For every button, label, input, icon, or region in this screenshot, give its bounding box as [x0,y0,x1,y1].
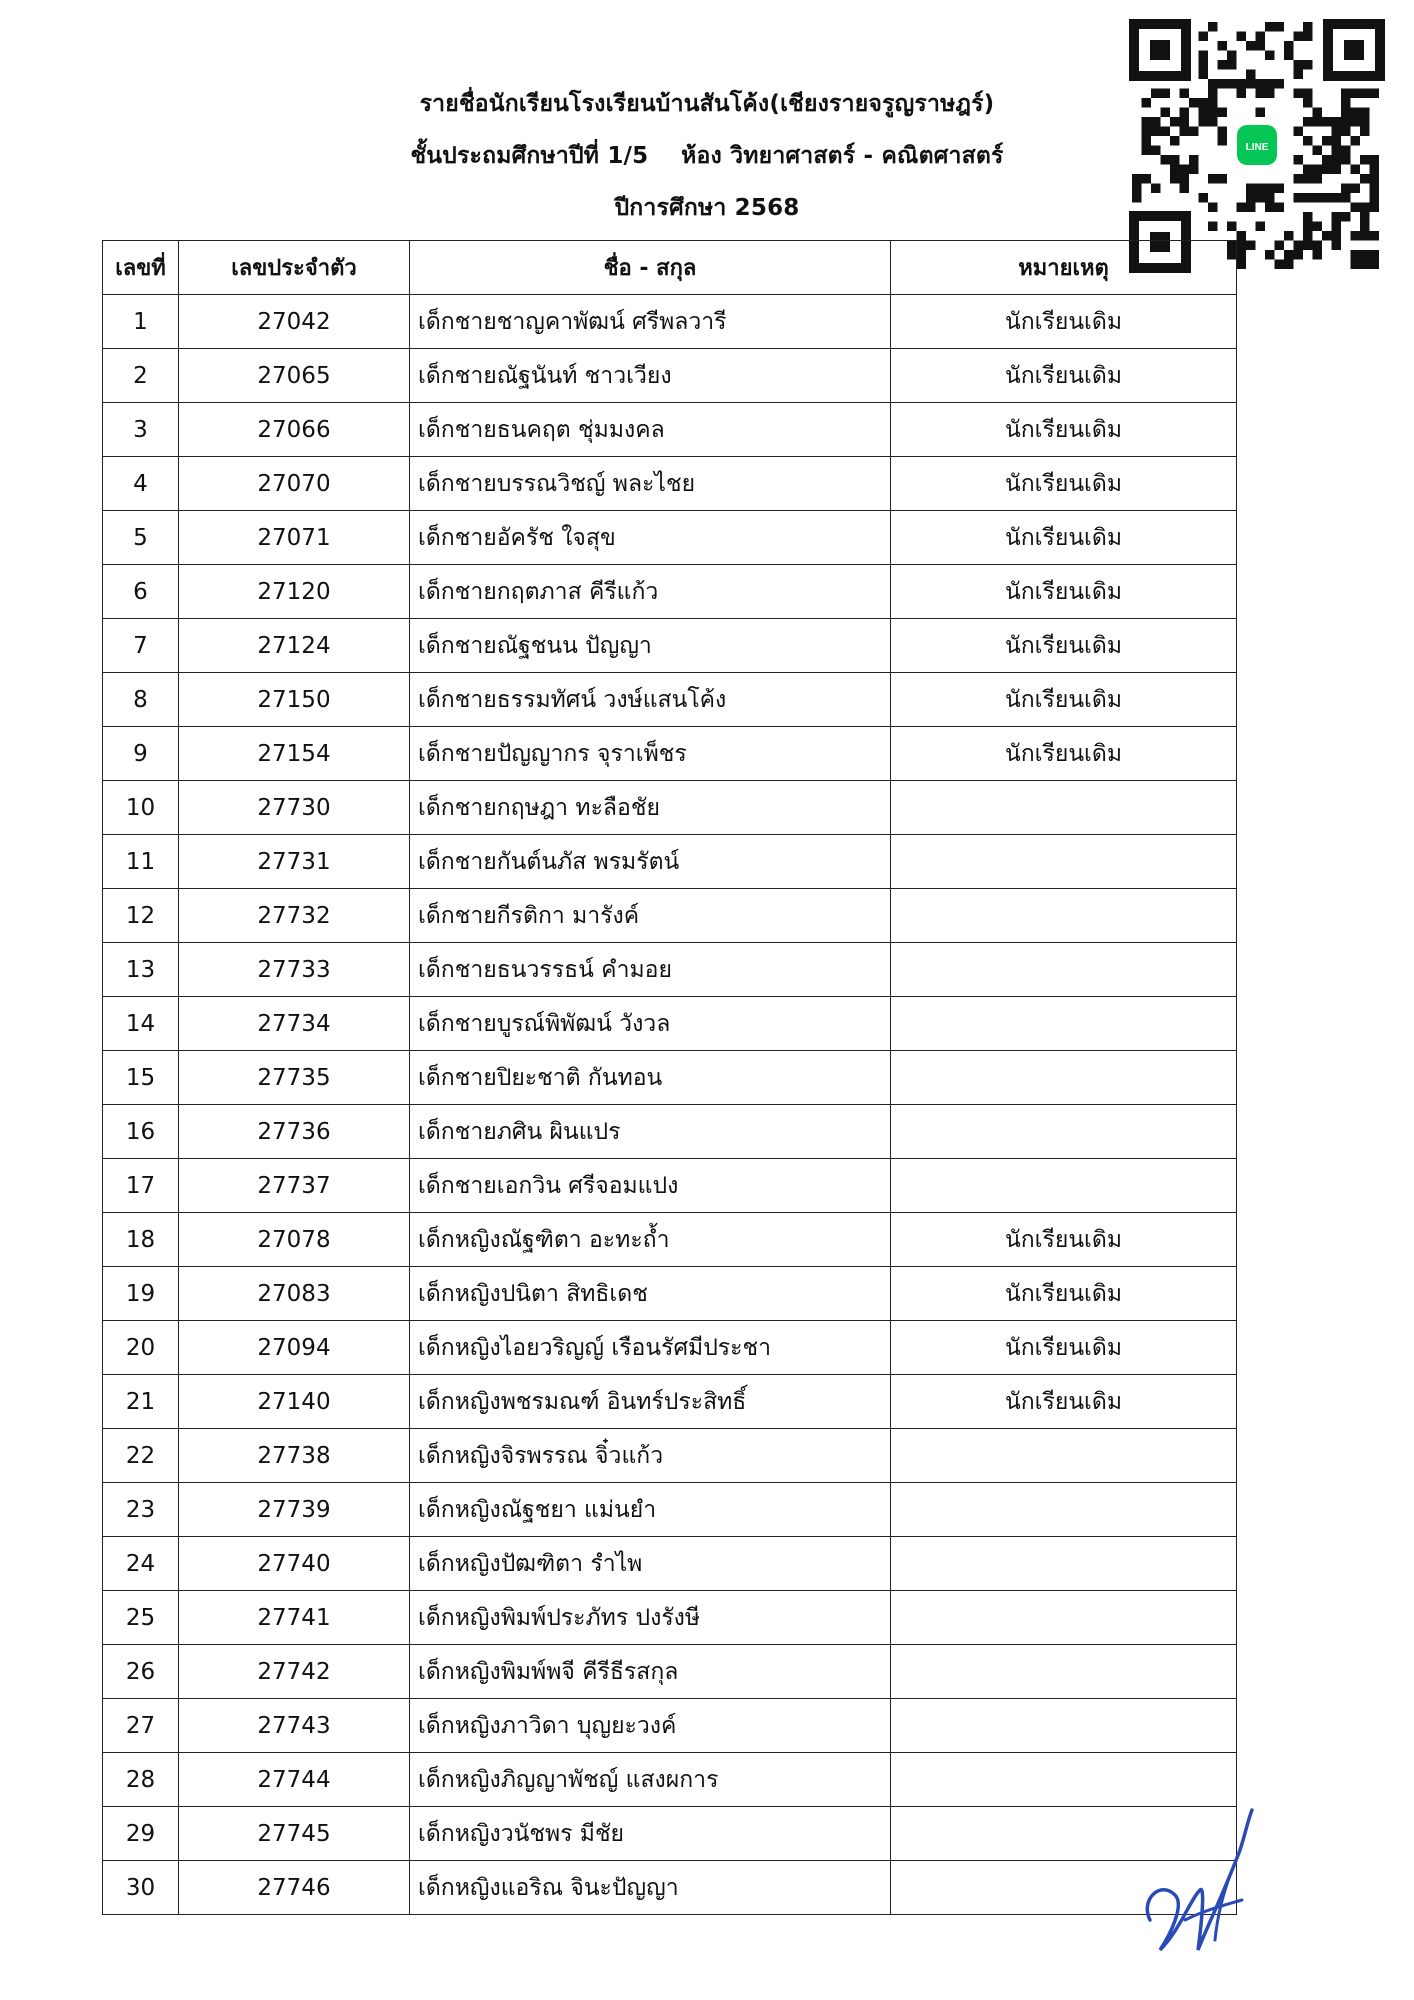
cell-remark: นักเรียนเดิม [891,349,1237,403]
cell-student-name: เด็กหญิงภาวิดา บุญยะวงค์ [410,1699,891,1753]
cell-student-id: 27744 [179,1753,410,1807]
table-row [103,727,1237,781]
table-row [103,1159,1237,1213]
cell-student-id: 27042 [179,295,410,349]
cell-number: 20 [103,1321,179,1375]
cell-student-name: เด็กชายบูรณ์พิพัฒน์ วังวล [410,997,891,1051]
table-row [103,619,1237,673]
title-class: ชั้นประถมศึกษาปีที่ 1/5 ห้อง วิทยาศาสตร์ - คณิตศาสตร์ [410,143,1004,169]
student-roster-table [102,240,1237,1915]
cell-remark [891,997,1237,1051]
cell-number: 2 [103,349,179,403]
cell-student-name: เด็กชายกีรติกา มารังค์ [410,889,891,943]
cell-student-name: เด็กชายธนคฤต ชุ่มมงคล [410,403,891,457]
cell-number: 8 [103,673,179,727]
cell-remark [891,943,1237,997]
cell-number: 1 [103,295,179,349]
cell-number: 11 [103,835,179,889]
cell-number: 21 [103,1375,179,1429]
cell-remark [891,1753,1237,1807]
cell-number: 26 [103,1645,179,1699]
cell-remark [891,1051,1237,1105]
cell-remark: นักเรียนเดิม [891,403,1237,457]
column-header-number: เลขที่ [103,241,179,295]
cell-remark: นักเรียนเดิม [891,1267,1237,1321]
table-row [103,781,1237,835]
cell-number: 18 [103,1213,179,1267]
table-row [103,835,1237,889]
cell-remark: นักเรียนเดิม [891,1375,1237,1429]
table-row [103,1321,1237,1375]
cell-number: 24 [103,1537,179,1591]
cell-student-name: เด็กหญิงณัฐฑิตา อะทะถ้ำ [410,1213,891,1267]
cell-student-id: 27730 [179,781,410,835]
cell-remark: นักเรียนเดิม [891,295,1237,349]
cell-student-id: 27746 [179,1861,410,1915]
cell-number: 29 [103,1807,179,1861]
cell-number: 16 [103,1105,179,1159]
cell-number: 4 [103,457,179,511]
cell-remark: นักเรียนเดิม [891,1213,1237,1267]
cell-number: 30 [103,1861,179,1915]
table-row [103,997,1237,1051]
cell-student-id: 27124 [179,619,410,673]
cell-number: 23 [103,1483,179,1537]
table-row [103,349,1237,403]
cell-remark: นักเรียนเดิม [891,727,1237,781]
table-row [103,1537,1237,1591]
cell-student-name: เด็กหญิงพชรมณฑ์ อินทร์ประสิทธิ์ [410,1375,891,1429]
cell-student-name: เด็กหญิงวนัชพร มีชัย [410,1807,891,1861]
cell-remark [891,1537,1237,1591]
cell-student-id: 27150 [179,673,410,727]
cell-number: 12 [103,889,179,943]
cell-number: 6 [103,565,179,619]
cell-student-name: เด็กหญิงจิรพรรณ จิ๋วแก้ว [410,1429,891,1483]
cell-student-id: 27735 [179,1051,410,1105]
cell-remark: นักเรียนเดิม [891,1321,1237,1375]
cell-remark: นักเรียนเดิม [891,673,1237,727]
cell-student-name: เด็กหญิงภิญญาพัชญ์ แสงผการ [410,1753,891,1807]
table-row [103,943,1237,997]
table-row [103,403,1237,457]
cell-student-name: เด็กหญิงปัฒฑิตา รำไพ [410,1537,891,1591]
cell-remark: นักเรียนเดิม [891,457,1237,511]
svg-text:LINE: LINE [1245,142,1269,153]
cell-student-name: เด็กชายกฤษฎา ทะลือชัย [410,781,891,835]
cell-number: 19 [103,1267,179,1321]
cell-student-id: 27741 [179,1591,410,1645]
table-row [103,1861,1237,1915]
table-row [103,295,1237,349]
cell-student-name: เด็กชายอัครัช ใจสุข [410,511,891,565]
table-row [103,511,1237,565]
cell-student-id: 27071 [179,511,410,565]
cell-student-id: 27742 [179,1645,410,1699]
table-row [103,1267,1237,1321]
table-row [103,565,1237,619]
cell-student-name: เด็กหญิงปนิตา สิทธิเดช [410,1267,891,1321]
cell-remark [891,1645,1237,1699]
table-row [103,673,1237,727]
cell-number: 25 [103,1591,179,1645]
column-header-student-id: เลขประจำตัว [179,241,410,295]
cell-remark [891,835,1237,889]
cell-number: 13 [103,943,179,997]
cell-student-name: เด็กชายณัฐชนน ปัญญา [410,619,891,673]
cell-number: 14 [103,997,179,1051]
cell-remark [891,781,1237,835]
cell-student-id: 27066 [179,403,410,457]
table-row [103,1483,1237,1537]
title-school: รายชื่อนักเรียนโรงเรียนบ้านสันโค้ง(เชียงรายจรูญราษฎร์) [419,91,995,117]
cell-student-id: 27740 [179,1537,410,1591]
table-row [103,1429,1237,1483]
table-row [103,457,1237,511]
table-row [103,1213,1237,1267]
cell-number: 9 [103,727,179,781]
cell-student-id: 27140 [179,1375,410,1429]
cell-student-id: 27737 [179,1159,410,1213]
cell-student-name: เด็กชายเอกวิน ศรีจอมแปง [410,1159,891,1213]
table-header-row [103,241,1237,295]
cell-student-name: เด็กชายภศิน ผินแปร [410,1105,891,1159]
cell-remark: นักเรียนเดิม [891,565,1237,619]
cell-number: 28 [103,1753,179,1807]
cell-student-id: 27738 [179,1429,410,1483]
cell-remark [891,1591,1237,1645]
cell-student-id: 27733 [179,943,410,997]
cell-number: 10 [103,781,179,835]
table-row [103,1051,1237,1105]
cell-student-id: 27739 [179,1483,410,1537]
cell-student-id: 27078 [179,1213,410,1267]
title-year: ปีการศึกษา 2568 [614,195,800,221]
cell-remark: นักเรียนเดิม [891,619,1237,673]
cell-number: 15 [103,1051,179,1105]
cell-student-id: 27094 [179,1321,410,1375]
cell-student-id: 27154 [179,727,410,781]
qr-code-icon [1124,16,1390,276]
table-row [103,1105,1237,1159]
cell-student-id: 27065 [179,349,410,403]
cell-student-id: 27745 [179,1807,410,1861]
cell-student-id: 27732 [179,889,410,943]
cell-remark [891,1105,1237,1159]
table-row [103,1645,1237,1699]
cell-student-id: 27731 [179,835,410,889]
table-row [103,889,1237,943]
cell-student-name: เด็กชายกฤตภาส คีรีแก้ว [410,565,891,619]
cell-student-id: 27734 [179,997,410,1051]
cell-remark: นักเรียนเดิม [891,511,1237,565]
cell-student-name: เด็กหญิงพิมพ์ประภัทร ปงรังษี [410,1591,891,1645]
cell-number: 27 [103,1699,179,1753]
cell-student-name: เด็กชายธรรมทัศน์ วงษ์แสนโค้ง [410,673,891,727]
cell-number: 17 [103,1159,179,1213]
cell-student-id: 27083 [179,1267,410,1321]
signature-icon [1130,1800,1260,1970]
cell-number: 3 [103,403,179,457]
cell-remark [891,889,1237,943]
table-row [103,1699,1237,1753]
cell-student-name: เด็กชายปิยะชาติ กันทอน [410,1051,891,1105]
table-row [103,1591,1237,1645]
table-row [103,1807,1237,1861]
cell-student-id: 27120 [179,565,410,619]
cell-student-name: เด็กชายธนวรรธน์ คำมอย [410,943,891,997]
column-header-name: ชื่อ - สกุล [410,241,891,295]
cell-student-name: เด็กหญิงแอริณ จินะปัญญา [410,1861,891,1915]
cell-remark [891,1483,1237,1537]
table-row [103,1753,1237,1807]
cell-student-id: 27736 [179,1105,410,1159]
cell-student-name: เด็กหญิงณัฐชยา แม่นยำ [410,1483,891,1537]
cell-student-name: เด็กชายบรรณวิชญ์ พละไชย [410,457,891,511]
cell-student-name: เด็กชายชาญคาพัฒน์ ศรีพลวารี [410,295,891,349]
cell-student-name: เด็กหญิงพิมพ์พจี คีรีธีรสกุล [410,1645,891,1699]
table-row [103,1375,1237,1429]
cell-number: 7 [103,619,179,673]
cell-student-name: เด็กชายกันต์นภัส พรมรัตน์ [410,835,891,889]
cell-number: 5 [103,511,179,565]
column-header-remark: หมายเหตุ [891,241,1237,295]
cell-student-id: 27743 [179,1699,410,1753]
cell-student-name: เด็กชายปัญญากร จุราเพ็ชร [410,727,891,781]
cell-remark [891,1699,1237,1753]
cell-remark [891,1429,1237,1483]
cell-number: 22 [103,1429,179,1483]
cell-student-name: เด็กหญิงไอยวริญญ์ เรือนรัศมีประชา [410,1321,891,1375]
cell-student-name: เด็กชายณัฐนันท์ ชาวเวียง [410,349,891,403]
cell-student-id: 27070 [179,457,410,511]
cell-remark [891,1159,1237,1213]
